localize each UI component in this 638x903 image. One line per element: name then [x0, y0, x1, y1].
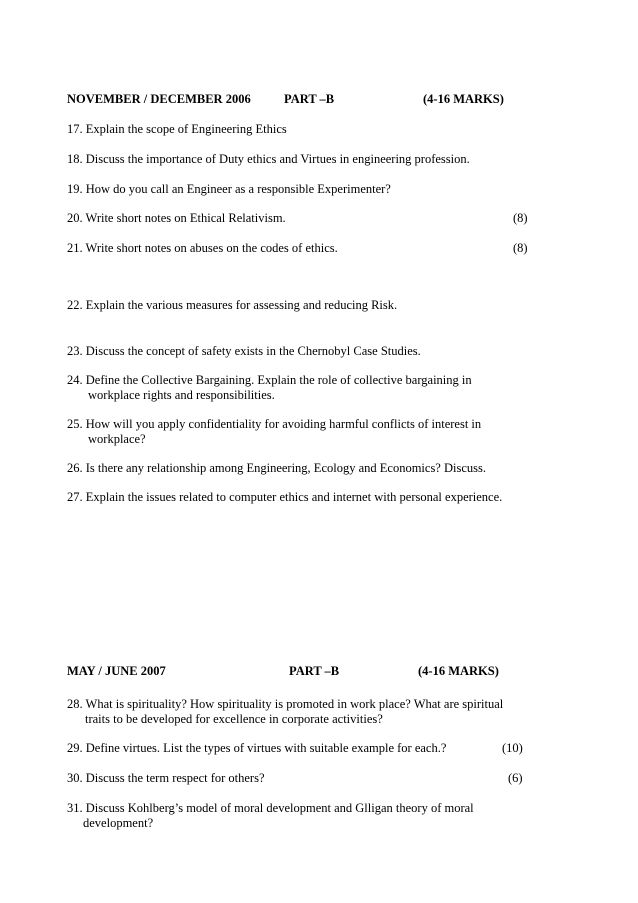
- section-part-label: PART –B: [284, 92, 335, 106]
- section-part-label: PART –B: [289, 664, 340, 678]
- section-marks-label: (4-16 MARKS): [423, 92, 504, 106]
- question-28: 28. What is spirituality? How spirituality is promoted in work place? What are spiritual: [67, 697, 504, 711]
- question-29-marks: (10): [502, 741, 523, 755]
- question-30: 30. Discuss the term respect for others?: [67, 771, 265, 785]
- question-28-continued: traits to be developed for excellence in corporate activities?: [85, 712, 383, 726]
- question-20: 20. Write short notes on Ethical Relativism.: [67, 211, 286, 225]
- question-25: 25. How will you apply confidentiality for avoiding harmful conflicts of interest in: [67, 417, 482, 431]
- question-31-continued: development?: [83, 816, 154, 830]
- question-29: 29. Define virtues. List the types of virtues with suitable example for each.?: [67, 741, 447, 755]
- question-22: 22. Explain the various measures for assessing and reducing Risk.: [67, 298, 398, 312]
- question-21-marks: (8): [513, 241, 528, 255]
- question-24-continued: workplace rights and responsibilities.: [88, 388, 275, 402]
- question-17: 17. Explain the scope of Engineering Ethics: [67, 122, 287, 136]
- question-20-marks: (8): [513, 211, 528, 225]
- section-marks-label: (4-16 MARKS): [418, 664, 499, 678]
- section-heading-may-june-2007: MAY / JUNE 2007: [67, 664, 166, 678]
- question-19: 19. How do you call an Engineer as a responsible Experimenter?: [67, 182, 391, 196]
- question-26: 26. Is there any relationship among Engineering, Ecology and Economics? Discuss.: [67, 461, 486, 475]
- question-24: 24. Define the Collective Bargaining. Explain the role of collective bargaining in: [67, 373, 472, 387]
- question-18: 18. Discuss the importance of Duty ethics and Virtues in engineering profession.: [67, 152, 470, 166]
- question-23: 23. Discuss the concept of safety exists in the Chernobyl Case Studies.: [67, 344, 421, 358]
- question-31: 31. Discuss Kohlberg’s model of moral development and Glligan theory of moral: [67, 801, 474, 815]
- question-30-marks: (6): [508, 771, 523, 785]
- section-heading-nov-dec-2006: NOVEMBER / DECEMBER 2006: [67, 92, 251, 106]
- question-27: 27. Explain the issues related to computer ethics and internet with personal experience.: [67, 490, 503, 504]
- question-25-continued: workplace?: [88, 432, 146, 446]
- question-21: 21. Write short notes on abuses on the codes of ethics.: [67, 241, 338, 255]
